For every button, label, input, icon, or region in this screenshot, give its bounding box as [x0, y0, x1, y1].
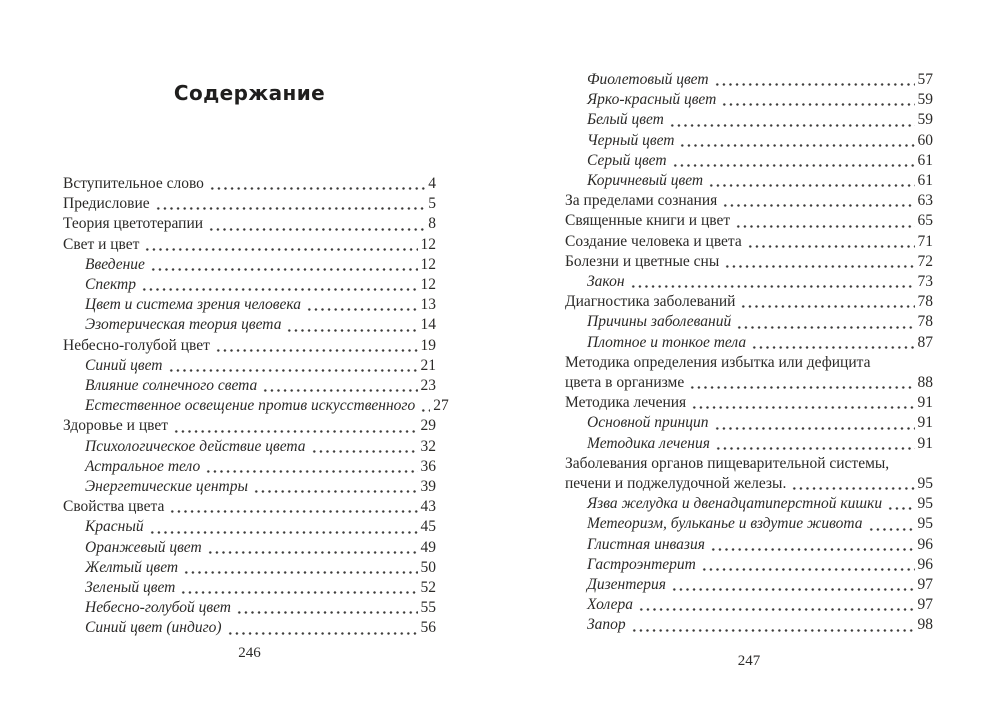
toc-entry-page: 5	[428, 195, 436, 213]
toc-entry-label: Естественное освещение против искусственного	[85, 397, 416, 415]
toc-entry	[565, 191, 933, 211]
toc-entry-label: Свойства цвета	[63, 498, 165, 516]
toc-entry-page: 49	[420, 538, 436, 556]
dot-leader	[149, 517, 418, 537]
dot-leader	[253, 477, 418, 497]
dot-leader	[150, 255, 418, 275]
dot-leader	[747, 232, 915, 252]
toc-entry-page: 27	[433, 397, 449, 415]
dot-leader	[691, 393, 914, 413]
toc-entry-page: 56	[420, 619, 436, 637]
page-number-left: 246	[238, 645, 261, 661]
toc-entry-page: 97	[917, 596, 933, 614]
toc-entry-label: Свет и цвет	[63, 235, 140, 253]
toc-entry-label: Диагностика заболеваний	[565, 293, 736, 311]
toc-entry-page: 21	[420, 356, 436, 374]
dot-leader	[141, 275, 418, 295]
toc-entry	[565, 292, 933, 312]
toc-entry-page: 39	[420, 478, 436, 496]
dot-leader	[306, 295, 417, 315]
toc-entry	[63, 194, 436, 214]
toc-entry-label: Синий цвет (индиго)	[85, 619, 222, 637]
toc-entry-page: 12	[420, 235, 436, 253]
toc-entry	[565, 413, 933, 433]
dot-leader	[155, 194, 426, 214]
toc-entry-label: Методика лечения	[587, 434, 710, 452]
toc-entry	[565, 393, 933, 413]
toc-entry	[63, 315, 436, 335]
toc-entry-page: 98	[917, 616, 933, 634]
toc-entry-label: Священные книги и цвет	[565, 212, 731, 230]
toc-entry-page: 96	[917, 535, 933, 553]
dot-leader	[751, 333, 914, 353]
toc-entry-label: Предисловие	[63, 195, 150, 213]
dot-leader	[168, 356, 418, 376]
toc-entry-label: Основной принцип	[587, 414, 709, 432]
dot-leader	[262, 376, 417, 396]
toc-entry-page: 96	[917, 555, 933, 573]
toc-entry	[565, 494, 933, 514]
toc-entry	[565, 211, 933, 231]
toc-entries-right	[565, 70, 933, 636]
toc-entry-page: 14	[420, 316, 436, 334]
dot-leader	[868, 514, 915, 534]
toc-entry-label: Причины заболеваний	[587, 313, 732, 331]
toc-entry-page: 45	[420, 518, 436, 536]
dot-leader	[286, 315, 417, 335]
dot-leader	[721, 90, 914, 110]
toc-entry-label: Вступительное слово	[63, 175, 204, 192]
toc-entry	[565, 454, 933, 474]
toc-entry-page: 50	[420, 558, 436, 576]
toc-entry	[565, 232, 933, 252]
toc-entry-label: Черный цвет	[587, 131, 675, 149]
toc-entry-page: 72	[917, 252, 933, 270]
dot-leader	[205, 457, 417, 477]
dot-leader	[209, 174, 425, 194]
toc-entry	[63, 376, 436, 396]
toc-entry	[565, 151, 933, 171]
toc-entry-label: Гастроэнтерит	[587, 555, 696, 573]
toc-entry	[565, 131, 933, 151]
dot-leader	[631, 615, 915, 635]
toc-entry-page: 23	[420, 377, 436, 395]
dot-leader	[708, 171, 914, 191]
toc-entry-page: 71	[917, 232, 933, 250]
toc-entry-label: Зеленый цвет	[85, 579, 176, 597]
toc-entry-label: Создание человека и цвета	[565, 232, 742, 250]
toc-entry-label: цвета в организме	[565, 374, 685, 392]
toc-entry	[63, 477, 436, 497]
toc-entry-page: 78	[917, 293, 933, 311]
toc-entry-label: Синий цвет	[85, 356, 163, 374]
toc-entry	[63, 578, 436, 598]
toc-entry	[63, 416, 436, 436]
dot-leader	[630, 272, 915, 292]
toc-entry	[565, 474, 933, 494]
toc-entry-label: За пределами сознания	[565, 192, 718, 210]
dot-leader	[227, 618, 418, 638]
toc-entry	[565, 373, 933, 393]
toc-entry	[565, 353, 933, 373]
toc-entry-page: 87	[917, 333, 933, 351]
dot-leader	[420, 396, 430, 416]
toc-entry	[565, 171, 933, 191]
toc-entry	[63, 214, 436, 234]
toc-entry-page: 91	[917, 434, 933, 452]
dot-leader	[215, 336, 418, 356]
toc-entry-label: Коричневый цвет	[587, 172, 704, 190]
dot-leader	[735, 211, 914, 231]
dot-leader	[638, 595, 914, 615]
dot-leader	[183, 558, 417, 578]
dot-leader	[701, 555, 915, 575]
toc-entry-page: 43	[420, 498, 436, 516]
toc-entry-label: Небесно-голубой цвет	[85, 599, 231, 617]
toc-entry	[565, 535, 933, 555]
toc-entry-label: Метеоризм, бульканье и вздутие живота	[587, 515, 863, 533]
toc-entry	[63, 457, 436, 477]
toc-entry-label: Астральное тело	[85, 457, 201, 475]
toc-entry	[63, 255, 436, 275]
toc-entry	[63, 558, 436, 578]
toc-entry-label: Теория цветотерапии	[63, 215, 204, 233]
toc-entry	[565, 595, 933, 615]
toc-entry-page: 32	[420, 437, 436, 455]
dot-leader	[689, 373, 914, 393]
toc-entry-page: 61	[917, 172, 933, 190]
toc-entry	[63, 538, 436, 558]
toc-entry	[63, 497, 436, 517]
toc-entry-page: 19	[420, 336, 436, 354]
toc-entry-page: 91	[917, 414, 933, 432]
toc-entry	[63, 356, 436, 376]
toc-entry-label: Болезни и цветные сны	[565, 252, 720, 270]
toc-entry-label: Психологическое действие цвета	[85, 437, 306, 455]
toc-entry	[63, 618, 436, 638]
toc-entry	[63, 336, 436, 356]
toc-entry-label: Серый цвет	[587, 151, 667, 169]
dot-leader	[208, 214, 425, 234]
toc-entry-label: Фиолетовый цвет	[587, 71, 709, 88]
toc-entry-page: 55	[420, 599, 436, 617]
dot-leader	[236, 598, 418, 618]
toc-entry-page: 73	[917, 273, 933, 291]
toc-entry-page: 52	[420, 579, 436, 597]
toc-entry-page: 91	[917, 394, 933, 412]
dot-leader	[672, 151, 915, 171]
toc-entries-left	[63, 174, 449, 639]
toc-entry-label: Красный	[85, 518, 144, 536]
dot-leader	[180, 578, 417, 598]
toc-entry	[63, 598, 436, 618]
toc-entry-label: Методика лечения	[565, 394, 687, 412]
dot-leader	[724, 252, 914, 272]
dot-leader	[715, 434, 915, 454]
toc-entry	[565, 252, 933, 272]
toc-entry-label: Оранжевый цвет	[85, 538, 202, 556]
toc-entry-page: 95	[917, 515, 933, 533]
dot-leader	[169, 497, 417, 517]
page-number-right: 247	[737, 653, 761, 669]
toc-entry	[565, 110, 933, 130]
toc-entry-label: Белый цвет	[587, 111, 664, 129]
toc-entry-page: 60	[917, 131, 933, 149]
toc-entry-label: печени и поджелудочной железы.	[565, 475, 787, 493]
toc-entry-page: 4	[428, 175, 436, 192]
toc-entry-page: 12	[420, 276, 436, 294]
dot-leader	[736, 312, 914, 332]
dot-leader	[714, 413, 915, 433]
toc-entry-page: 57	[917, 71, 933, 88]
toc-page-left	[63, 0, 449, 715]
toc-entry-label: Введение	[85, 255, 145, 273]
toc-entry	[63, 295, 436, 315]
toc-entry	[63, 275, 436, 295]
dot-leader	[207, 538, 418, 558]
toc-entry-label: Влияние солнечного света	[85, 377, 258, 395]
toc-entry-label: Желтый цвет	[85, 558, 179, 576]
dot-leader	[710, 535, 915, 555]
toc-title: Содержание	[173, 81, 326, 106]
dot-leader	[144, 235, 417, 255]
toc-entry-page: 59	[917, 111, 933, 129]
dot-leader	[714, 70, 915, 90]
toc-entry-page: 97	[917, 576, 933, 594]
dot-leader	[722, 191, 914, 211]
toc-entry-page: 29	[420, 417, 436, 435]
toc-entry	[565, 272, 933, 292]
toc-entry	[565, 575, 933, 595]
toc-entry-page: 12	[420, 255, 436, 273]
toc-entry-label: Ярко-красный цвет	[587, 91, 717, 109]
toc-entry	[565, 514, 933, 534]
toc-entry-label: Небесно-голубой цвет	[63, 336, 210, 354]
toc-entry	[63, 174, 436, 194]
toc-entry	[63, 437, 436, 457]
toc-entry	[63, 396, 449, 416]
dot-leader	[311, 437, 418, 457]
dot-leader	[173, 416, 417, 436]
toc-entry-label: Дизентерия	[587, 576, 667, 594]
toc-entry-page: 36	[420, 457, 436, 475]
toc-entry-label: Эзотерическая теория цвета	[85, 316, 282, 334]
toc-entry-page: 61	[917, 151, 933, 169]
toc-entry-label: Глистная инвазия	[587, 535, 705, 553]
toc-page-right	[565, 0, 933, 715]
toc-entry-label: Энергетические центры	[85, 478, 248, 496]
toc-entry-label: Заболевания органов пищеварительной системы,	[565, 454, 890, 472]
toc-entry	[63, 517, 436, 537]
dot-leader	[740, 292, 914, 312]
dot-leader	[669, 110, 915, 130]
toc-entry-page: 63	[917, 192, 933, 210]
toc-entry	[565, 312, 933, 332]
toc-entry-label: Методика определения избытка или дефицита	[565, 353, 871, 371]
toc-entry-page: 65	[917, 212, 933, 230]
toc-entry	[63, 235, 436, 255]
dot-leader	[887, 494, 914, 514]
toc-entry	[565, 434, 933, 454]
toc-entry-label: Закон	[587, 273, 625, 291]
toc-entry-label: Плотное и тонкое тела	[587, 333, 747, 351]
toc-entry	[565, 70, 933, 90]
toc-entry-label: Запор	[587, 616, 626, 634]
toc-entry-label: Язва желудка и двенадцатиперстной кишки	[587, 495, 883, 513]
toc-entry-page: 88	[917, 374, 933, 392]
toc-entry-label: Здоровье и цвет	[63, 417, 169, 435]
toc-entry	[565, 90, 933, 110]
toc-entry-page: 59	[917, 91, 933, 109]
toc-entry-page: 95	[917, 495, 933, 513]
dot-leader	[791, 474, 914, 494]
toc-entry-label: Холера	[587, 596, 634, 614]
dot-leader	[671, 575, 914, 595]
toc-entry-label: Цвет и система зрения человека	[85, 296, 302, 314]
toc-entry	[565, 333, 933, 353]
toc-entry-page: 13	[420, 296, 436, 314]
toc-entry-page: 95	[917, 475, 933, 493]
toc-entry-label: Спектр	[85, 276, 136, 294]
dot-leader	[679, 131, 914, 151]
toc-entry	[565, 615, 933, 635]
toc-entry-page: 8	[428, 215, 436, 233]
toc-entry-page: 78	[917, 313, 933, 331]
toc-entry	[565, 555, 933, 575]
